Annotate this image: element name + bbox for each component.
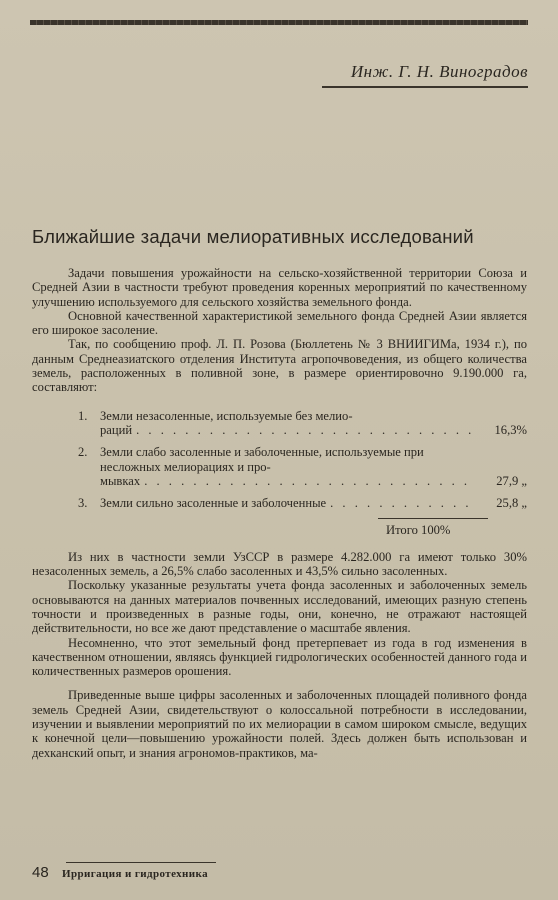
page-number: 48 [32,864,49,881]
land-categories-list [32,409,527,511]
list-item-last-line: Земли сильно засоленные и заболоченные [100,496,327,511]
author-rule [322,86,528,88]
paragraph: Из них в частности земли УзССР в размере 4.282.000 га имеют только 30% незасоленных земель, а 26,5% слабо засоленных и 43,5% сильно засоленных. [32,549,527,579]
top-rule [30,20,528,25]
paragraph: Поскольку указанные результаты учета фонда засоленных и заболоченных земель основываются на данных материалов почвенных исследований, имеющих разную степень точности и произведенных в разные годы, они, конечно, не отражают настоящей действительности, но все же дают представление о масштабе явления. [32,578,527,636]
list-item [32,445,527,488]
article-body [32,266,527,760]
list-item-percent: 16,3% [494,422,527,437]
paragraph: Несомненно, что этот земельный фонд претерпевает из года в год изменения в качественном отношении, являясь функцией гидрологических особенностей данного года и количественных размеров орошения. [32,635,527,679]
list-item [32,496,527,510]
list-item-number: 2. [78,445,88,460]
list-item-last-line: раций [100,422,133,437]
list-item-percent: 25,8 „ [496,496,527,511]
article-title: Ближайшие задачи мелиоративных исследований [32,226,474,247]
list-item-last-line: мывках [100,473,141,488]
leader-dots [144,474,475,488]
list-item-text: Земли незасоленные, используемые без мелио- [100,408,353,423]
total-rule [378,518,488,519]
paragraph: Задачи повышения урожайности на сельско-хозяйственной территории Союза и Средней Азии в частности требуют проведения коренных мероприятий по качественному улучшению используемого для сельского хозяйства земельного фонда. [32,266,527,309]
paragraph: Так, по сообщению проф. Л. П. Розова (Бюллетень № 3 ВНИИГИМа, 1934 г.), по данным Среднеазиатского отделения Института агропочвоведения, из общего количества земель, расположенных в поливной зоне, в размере ориентировочно 9.190.000 га, составляют: [32,337,527,395]
journal-name: Ирригация и гидротехника [62,868,208,880]
list-item-percent: 27,9 „ [496,473,527,488]
list-item-number: 3. [78,496,88,511]
paragraph: Основной качественной характеристикой земельного фонда Средней Азии является его широкое засоление. [32,308,527,338]
list-item [32,409,527,438]
list-item-number: 1. [78,408,88,423]
leader-dots [136,423,475,437]
leader-dots [330,496,475,510]
author-name: Инж. Г. Н. Виноградов [350,62,528,81]
list-item-text: Земли слабо засоленные и заболоченные, используемые при несложных мелиорациях и про- [100,445,424,474]
paragraph: Приведенные выше цифры засоленных и заболоченных площадей поливного фонда земель Средней Азии, свидетельствуют о колоссальной потребности в исследовании, изучении и выявлении мероприятий по их мелиорации в самом широком смысле, ведущих к конечной цели—повышению урожайности полей. Здесь должен быть использован и дехканский опыт, и знания агрономов-практиков, ма- [32,688,527,760]
list-total: Итого 100% [386,523,451,538]
footer-rule [66,862,216,863]
